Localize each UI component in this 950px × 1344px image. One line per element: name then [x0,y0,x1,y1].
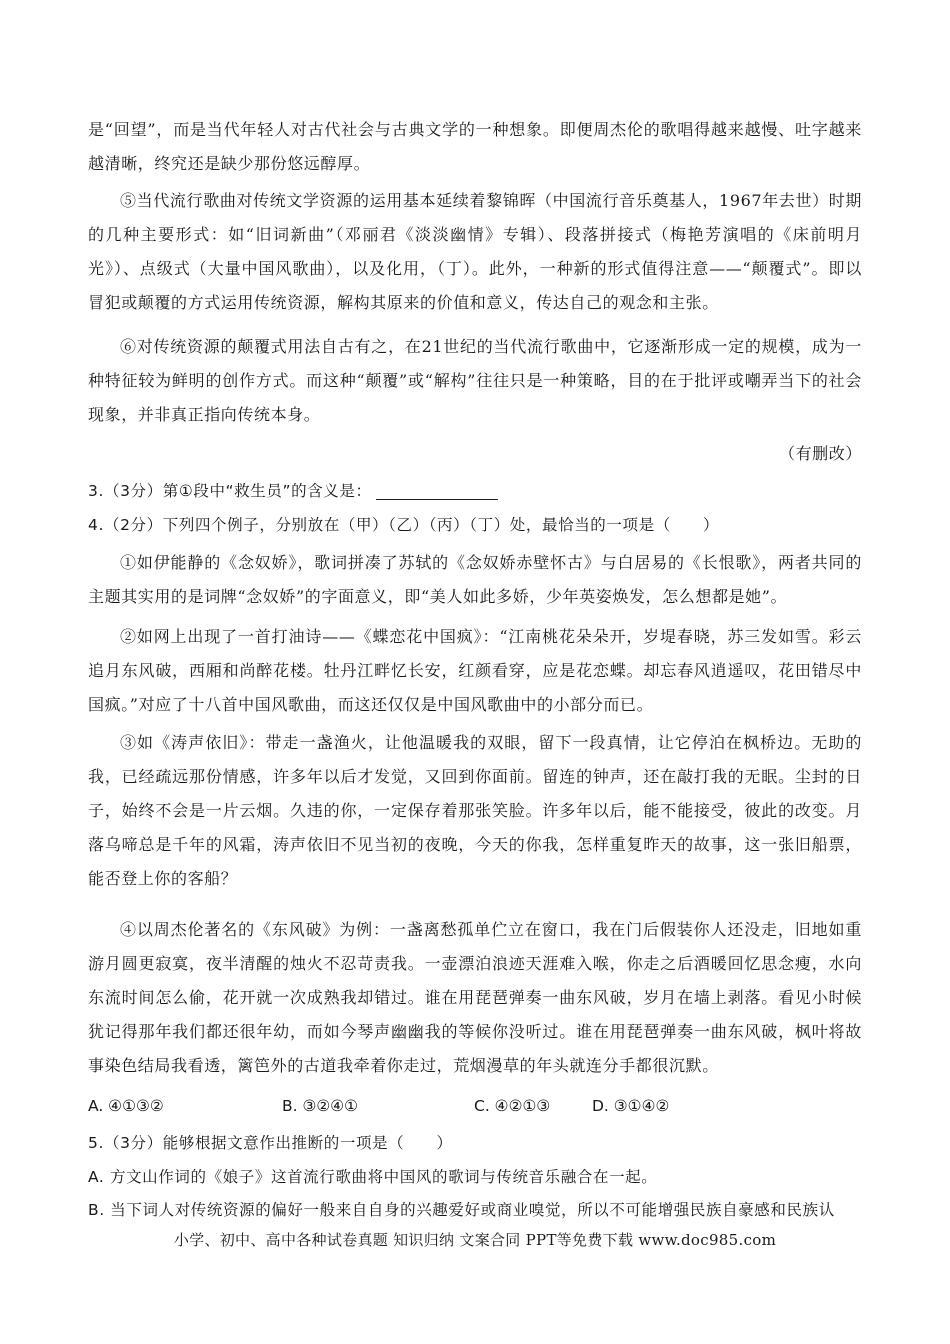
question-5-option-b[interactable]: B. 当下词人对传统资源的偏好一般来自自身的兴趣爱好或商业嗅觉，所以不可能增强民族自豪感和民族认 [88,1201,835,1219]
question-4-options [88,1091,862,1121]
question-5-stem: 5.（3分）能够根据文意作出推断的一项是（ ） [88,1134,453,1152]
option-d[interactable]: D. ③①④② [592,1097,670,1115]
question-4-example-3: ③如《涛声依旧》：带走一盏渔火，让他温暖我的双眼，留下一段真情，让它停泊在枫桥边。无助的我，已经疏远那份情感，许多年以后才发觉，又回到你面前。留连的钟声，还在敲打我的无眠。尘封的日子，始终不会是一片云烟。久违的你，一定保存着那张笑脸。许多年以后，能不能接受，彼此的改变。月落乌啼总是千年的风霜，涛声依旧不见当初的夜晚，今天的你我，怎样重复昨天的故事，这一张旧船票，能否登上你的客船？ [88,733,862,888]
page-footer: 小学、初中、高中各种试卷真题 知识归纳 文案合同 PPT等免费下载 www.doc985.com [173,1231,777,1249]
passage-paragraph-continued: 是“回望”，而是当代年轻人对古代社会与古典文学的一种想象。即便周杰伦的歌唱得越来越慢、吐字越来越清晰，终究还是缺少那份悠远醇厚。 [88,120,862,173]
question-4-example-1: ①如伊能静的《念奴娇》，歌词拼凑了苏轼的《念奴娇赤壁怀古》与白居易的《长恨歌》，两者共同的主题其实用的是词牌“念奴娇”的字面意义，即“美人如此多娇，少年英姿焕发，怎么想都是她”。 [88,553,862,606]
question-4-stem: 4.（2分）下列四个例子，分别放在（甲）（乙）（丙）（丁）处，最恰当的一项是（ ） [88,516,720,534]
option-c[interactable]: C. ④②①③ [474,1097,551,1115]
option-a[interactable]: A. ④①③② [88,1097,164,1115]
passage-paragraph-6: ⑥对传统资源的颠覆式用法自古有之，在21世纪的当代流行歌曲中，它逐渐形成一定的规模，成为一种特征较为鲜明的创作方式。而这种“颠覆”或“解构”往往只是一种策略，目的在于批评或嘲弄当下的社会现象，并非真正指向传统本身。 [88,337,862,424]
passage-paragraph-5: ⑤当代流行歌曲对传统文学资源的运用基本延续着黎锦晖（中国流行音乐奠基人，1967年去世）时期的几种主要形式：如“旧词新曲”（邓丽君《淡淡幽情》专辑）、段落拼接式（梅艳芳演唱的《床前明月光》）、点级式（大量中国风歌曲），以及化用，（丁）。此外，一种新的形式值得注意——“颠覆式”。即以冒犯或颠覆的方式运用传统资源，解构其原来的价值和意义，传达自己的观念和主张。 [88,191,862,312]
answer-blank[interactable] [376,481,498,500]
question-4-example-2: ②如网上出现了一首打油诗——《蝶恋花中国疯》：“江南桃花朵朵开，岁堤春晓，苏三发如雪。彩云追月东风破，西厢和尚醉花楼。牡丹江畔忆长安，红颜看穿，应是花恋蝶。却忘春风逍遥叹，花田错尽中国疯。”对应了十八首中国风歌曲，而这还仅仅是中国风歌曲中的小部分而已。 [88,627,862,714]
question-3 [88,474,862,508]
question-3-text: 3.（3分）第①段中“救生员”的含义是： [88,482,372,500]
option-b[interactable]: B. ③②④① [282,1097,359,1115]
question-5-option-a[interactable]: A. 方文山作词的《娘子》这首流行歌曲将中国风的歌词与传统音乐融合在一起。 [88,1168,658,1186]
question-4-example-4: ④以周杰伦著名的《东风破》为例：一盏离愁孤单伫立在窗口，我在门后假装你人还没走，旧地如重游月圆更寂寞，夜半清醒的烛火不忍苛责我。一壶漂泊浪迹天涯难入喉，你走之后酒暖回忆思念瘦，水向东流时间怎么偷，花开就一次成熟我却错过。谁在用琵琶弹奏一曲东风破，岁月在墙上剥落。看见小时候犹记得那年我们都还很年幼，而如今琴声幽幽我的等候你没听过。谁在用琵琶弹奏一曲东风破，枫叶将故事染色结局我看透，篱笆外的古道我牵着你走过，荒烟漫草的年头就连分手都很沉默。 [88,920,862,1075]
source-note: （有删改） [778,444,862,463]
